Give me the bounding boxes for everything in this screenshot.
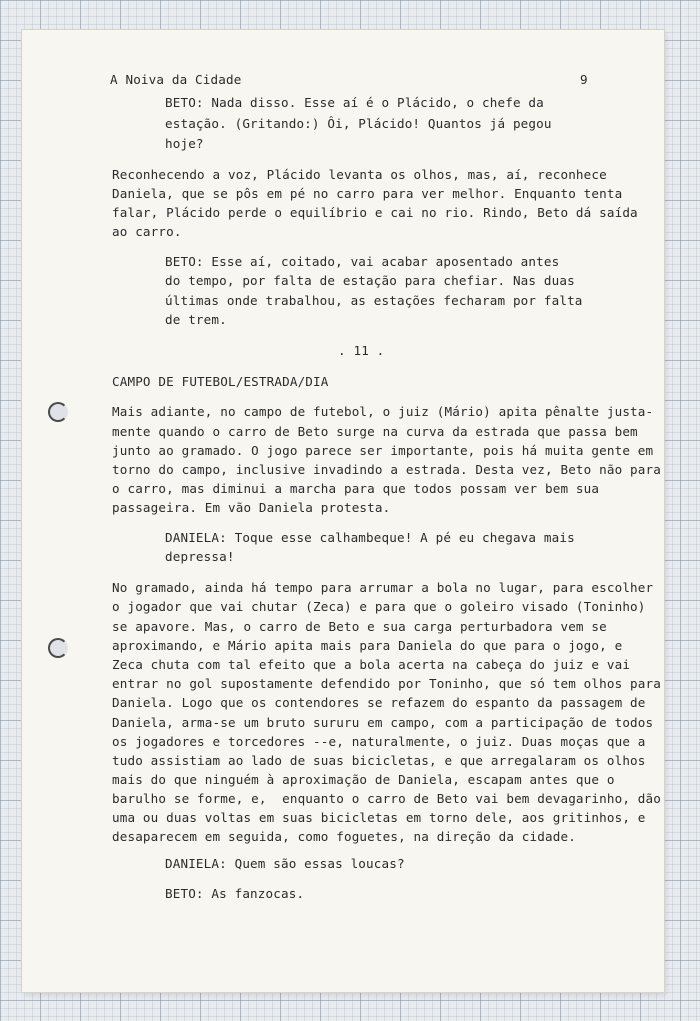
typewritten-page [22,30,664,992]
page-number: 9 [580,72,588,87]
action-line: tudo assistiam ao lado de suas bicicletas, e que arregalaram os olhos [112,753,646,768]
dialogue-line: DANIELA: Toque esse calhambeque! A pé eu chegava mais [165,530,575,545]
dialogue-line: hoje? [165,136,204,151]
action-line: o carro, mas diminui a marcha para que todos possam ver bem sua [112,481,600,496]
document-title: A Noiva da Cidade [110,72,242,87]
dialogue-line: depressa! [165,549,235,564]
scene-number: . 11 . [338,343,385,358]
punch-hole-icon [48,402,68,422]
action-line: torno do campo, inclusive invadindo a estrada. Desta vez, Beto não para [112,462,661,477]
scene-heading: CAMPO DE FUTEBOL/ESTRADA/DIA [112,374,329,389]
action-line: uma ou duas voltas em suas bicicletas em torno dele, aos gritinhos, e [112,810,646,825]
action-line: barulho se forme, e, enquanto o carro de Beto vai bem devagarinho, dão [112,791,661,806]
dialogue-line: DANIELA: Quem são essas loucas? [165,856,405,871]
action-line: mais do que ninguém à aproximação de Daniela, escapam antes que o [112,772,615,787]
dialogue-line: BETO: Nada disso. Esse aí é o Plácido, o chefe da [165,95,544,110]
action-line: se apavore. Mas, o carro de Beto e sua carga perturbadora vem se [112,619,607,634]
action-line: aproximando, e Mário apita mais para Daniela do que para o jogo, e [112,638,623,653]
action-line: Daniela, arma-se um bruto sururu em campo, com a participação de todos [112,715,654,730]
action-line: Mais adiante, no campo de futebol, o juiz (Mário) apita pênalte justa- [112,404,654,419]
action-line: ao carro. [112,224,182,239]
action-line: mente quando o carro de Beto surge na curva da estrada que passa bem [112,424,638,439]
action-line: junto ao gramado. O jogo parece ser importante, pois há muita gente em [112,443,654,458]
action-line: entrar no gol supostamente defendido por Toninho, que só tem olhos para [112,676,661,691]
dialogue-line: BETO: As fanzocas. [165,886,305,901]
action-line: Daniela, que se pôs em pé no carro para ver melhor. Enquanto tenta [112,186,623,201]
action-line: Zeca chuta com tal efeito que a bola acerta na cabeça do juiz e vai [112,657,631,672]
action-line: Reconhecendo a voz, Plácido levanta os olhos, mas, aí, reconhece [112,167,607,182]
dialogue-line: BETO: Esse aí, coitado, vai acabar aposentado antes [165,254,560,269]
action-line: Daniela. Logo que os contendores se refazem do espanto da passagem de [112,695,646,710]
action-line: os jogadores e torcedores --e, naturalmente, o juiz. Duas moças que a [112,734,646,749]
action-line: No gramado, ainda há tempo para arrumar a bola no lugar, para escolher [112,580,654,595]
dialogue-line: do tempo, por falta de estação para chefiar. Nas duas [165,273,575,288]
punch-hole-icon [48,638,68,658]
dialogue-line: de trem. [165,312,227,327]
action-line: falar, Plácido perde o equilíbrio e cai no rio. Rindo, Beto dá saída [112,205,638,220]
action-line: o jogador que vai chutar (Zeca) e para que o goleiro visado (Toninho) [112,599,646,614]
action-line: passageira. Em vão Daniela protesta. [112,500,391,515]
dialogue-line: últimas onde trabalhou, as estações fecharam por falta [165,293,583,308]
dialogue-line: estação. (Gritando:) Ôi, Plácido! Quantos já pegou [165,116,552,131]
action-line: desaparecem em seguida, como foguetes, na direção da cidade. [112,829,576,844]
